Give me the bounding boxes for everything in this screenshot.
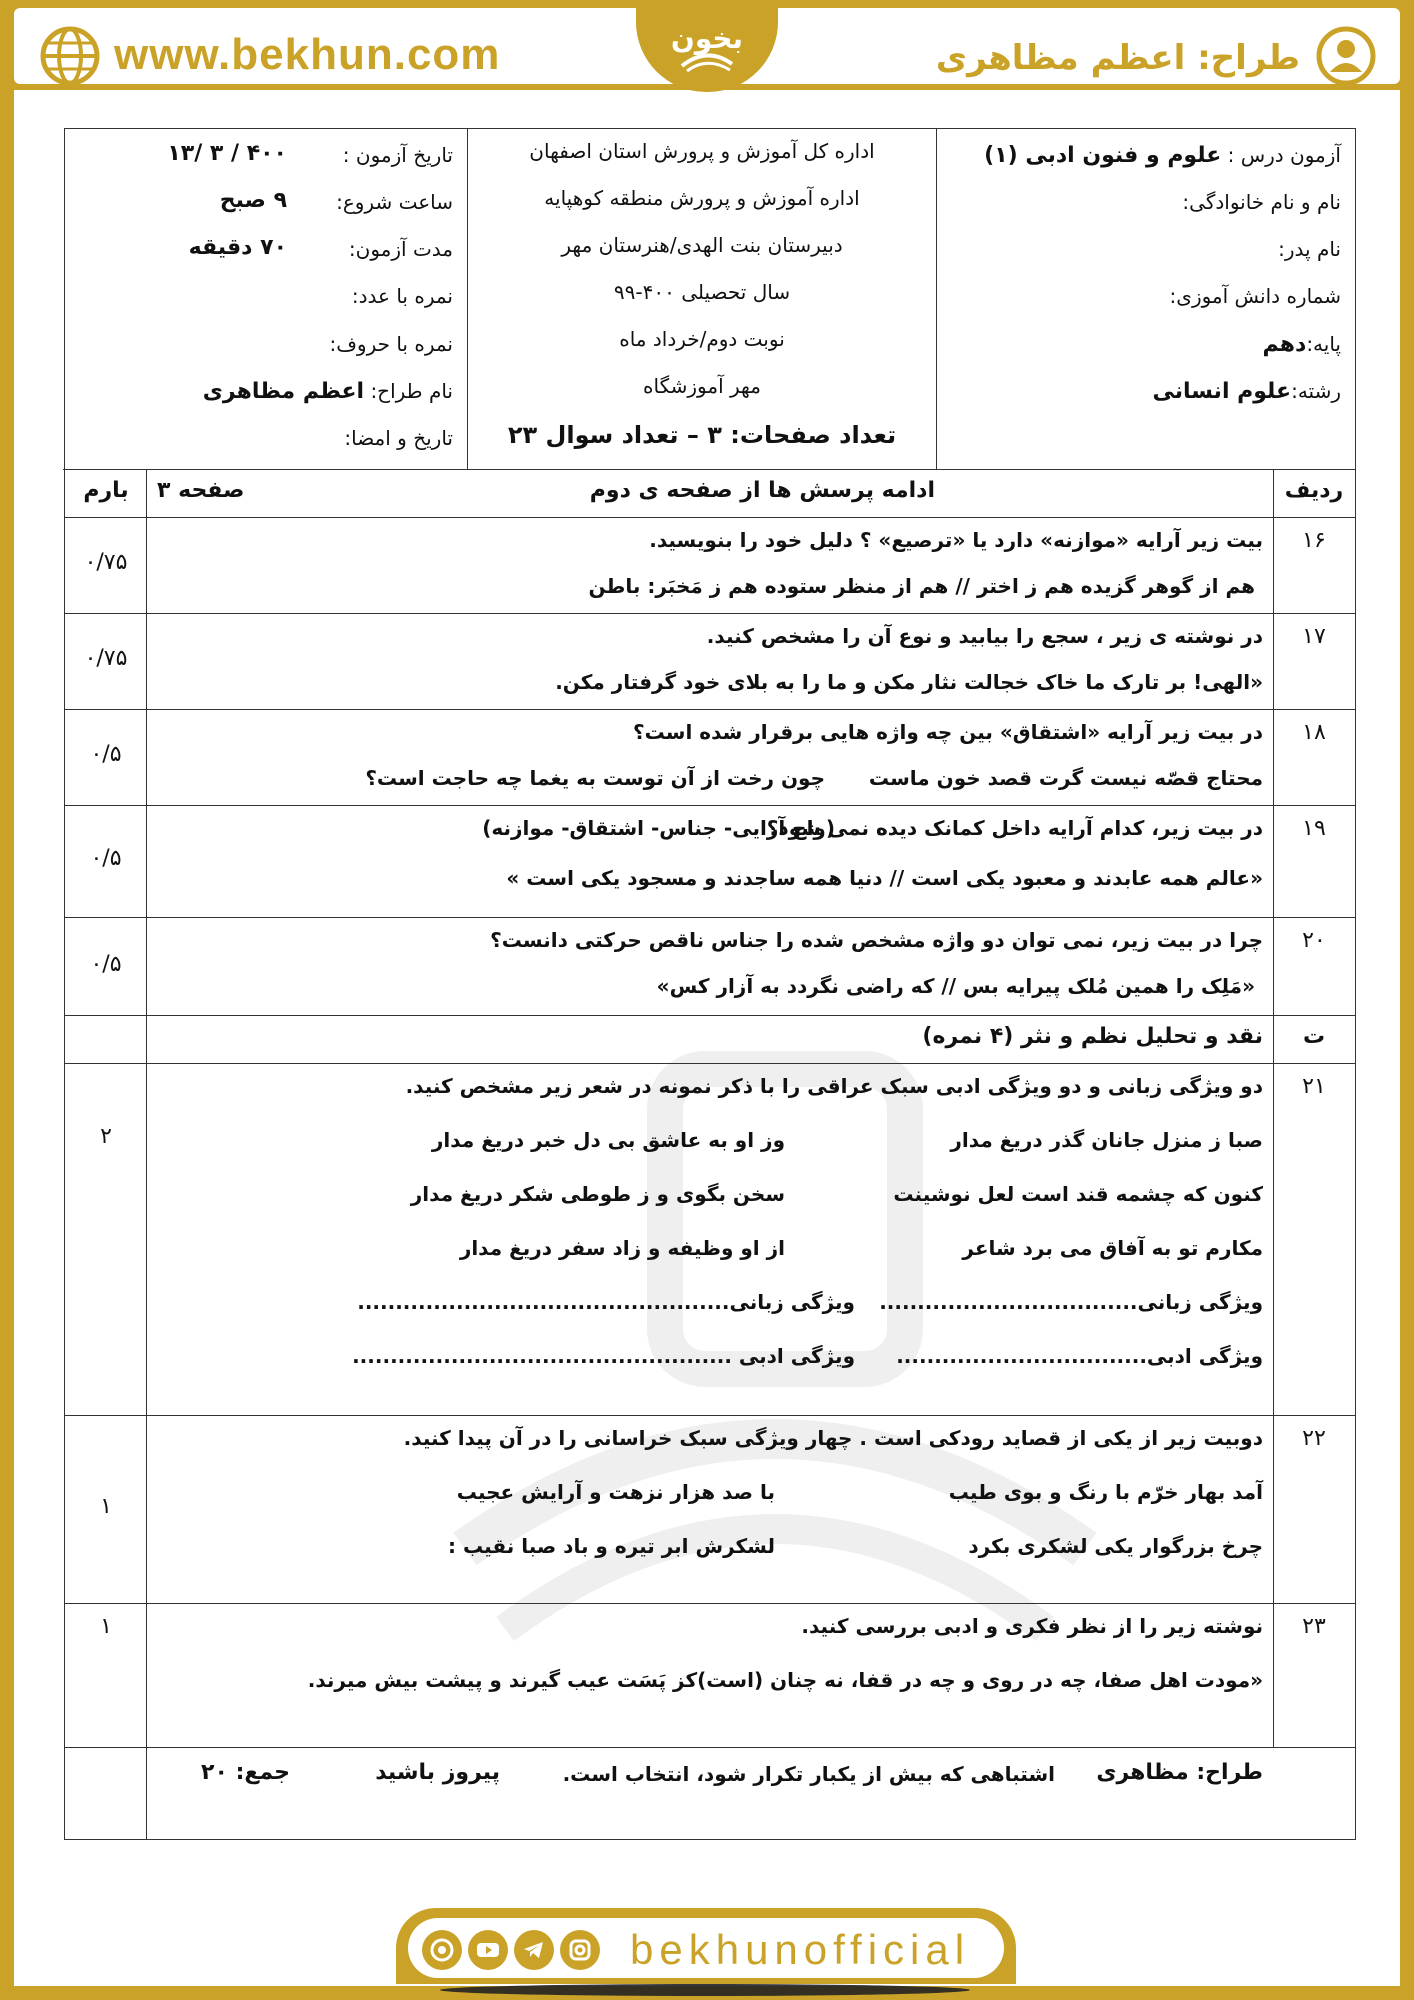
footer-row: طراح: مظاهری اشتباهی که بیش از یکبار تکرار شود، انتخاب است. پیروز باشید جمع: ۲۰ bbox=[65, 1748, 1355, 1840]
exam-sheet bbox=[64, 128, 1356, 1840]
social-handle[interactable]: bekhunofficial bbox=[630, 1926, 971, 1973]
website-link[interactable]: www.bekhun.com bbox=[114, 30, 501, 79]
camera-icon[interactable] bbox=[422, 1930, 462, 1970]
instagram-icon[interactable] bbox=[560, 1930, 600, 1970]
answer-line[interactable]: ویژگی زبانی.................................. bbox=[879, 1290, 1263, 1314]
answer-line[interactable]: ویژگی ادبی................................. bbox=[896, 1344, 1263, 1368]
social-bar bbox=[396, 1908, 1016, 1984]
question-row: ۲۲ ۱ دوبیت زیر از یکی از قصاید رودکی است . چهار ویژگی سبک خراسانی را در آن پیدا کنید. آمد بهار خرّم با رنگ و بوی طیب با صد هزار نزهت و آرایش عجیب چرخ بزرگوار یکی لشکری بکرد لشکرش ابر تیره و باد صبا نقیب : bbox=[65, 1416, 1355, 1604]
score-number-field[interactable]: نمره با عدد: bbox=[351, 284, 453, 308]
answer-line[interactable]: ویژگی ادبی .................................................. bbox=[352, 1344, 855, 1368]
section-header-row: ت نقد و تحلیل نظم و نثر (۴ نمره) bbox=[65, 1016, 1355, 1064]
student-name-field[interactable]: نام و نام خانوادگی: bbox=[1182, 190, 1341, 214]
question-row: ۱۶ ۰/۷۵ بیت زیر آرایه «موازنه» دارد یا «ترصیع» ؟ دلیل خود را بنویسید. هم از گوهر گزیده هم ز اختر // هم از منظر ستوده هم ز مَخبَر: باطن bbox=[65, 518, 1355, 614]
question-row: ۱۸ ۰/۵ در بیت زیر آرایه «اشتقاق» بین چه واژه هایی برقرار شده است؟ محتاج قصّه نیست گرت قصد خون ماست چون رخت از آن توست به یغما چه حاجت است؟ bbox=[65, 710, 1355, 806]
score-word-field[interactable]: نمره با حروف: bbox=[329, 332, 453, 356]
globe-icon bbox=[40, 26, 100, 86]
question-row: ۱۹ ۰/۵ در بیت زیر، کدام آرایه داخل کمانک دیده نمی شود؟ (واج آرایی- جناس- اشتقاق- موازنه) «عالم همه عابدند و معبود یکی است // دنیا همه ساجدند و مسجود یکی است » bbox=[65, 806, 1355, 918]
student-info-block: آزمون درس : علوم و فنون ادبی (۱) نام و نام خانوادگی: نام پدر: شماره دانش آموزی: پایه:دهم رشته:علوم انسانی bbox=[936, 129, 1355, 470]
question-row: ۲۳ ۱ نوشته زیر را از نظر فکری و ادبی بررسی کنید. «مودت اهل صفا، چه در روی و چه در قفا، نه چنان (است)کز پَسَت عیب گیرند و پیشت بیش میرند. bbox=[65, 1604, 1355, 1748]
exam-info-block: تاریخ آزمون : ۴۰۰ / ۳ /۱۳ ساعت شروع: ۹ صبح مدت آزمون: ۷۰ دقیقه نمره با عدد: نمره با حروف: نام طراح: اعظم مظاهری تاریخ و امضا: bbox=[63, 129, 467, 470]
user-icon bbox=[1316, 26, 1376, 86]
banner-shadow bbox=[440, 1984, 970, 1996]
designer-banner: طراح: اعظم مظاهری bbox=[935, 38, 1300, 78]
question-row: ۲۰ ۰/۵ چرا در بیت زیر، نمی توان دو واژه مشخص شده را جناس ناقص حرکتی دانست؟ «مَلِک را همین مُلک پیرایه بس // که راضی نگردد به آزار کس» bbox=[65, 918, 1355, 1016]
table-header-row: ردیف بارم ادامه پرسش ها از صفحه ی دوم صفحه ۳ bbox=[65, 470, 1355, 518]
telegram-icon[interactable] bbox=[514, 1930, 554, 1970]
youtube-icon[interactable] bbox=[468, 1930, 508, 1970]
sign-field[interactable]: تاریخ و امضا: bbox=[344, 426, 453, 450]
student-id-field[interactable]: شماره دانش آموزی: bbox=[1169, 284, 1341, 308]
school-info-block: اداره کل آموزش و پرورش استان اصفهان اداره آموزش و پرورش منطقه کوهپایه دبیرستان بنت الهدی/هنرستان مهر سال تحصیلی ۴۰۰-۹۹ نوبت دوم/خرداد ماه مهر آموزشگاه تعداد صفحات: ۳ – تعداد سوال ۲۳ bbox=[467, 129, 936, 470]
father-name-field[interactable]: نام پدر: bbox=[1278, 237, 1341, 261]
logo-text: بخون bbox=[670, 22, 744, 55]
answer-line[interactable]: ویژگی زبانی................................................. bbox=[357, 1290, 855, 1314]
question-row: ۱۷ ۰/۷۵ در نوشته ی زیر ، سجع را بیابید و نوع آن را مشخص کنید. «الهی! بر تارک ما خاک خجالت نثار مکن و ما را به بلای خود گرفتار مکن. bbox=[65, 614, 1355, 710]
question-row: ۲۱ ۲ دو ویژگی زبانی و دو ویژگی ادبی سبک عراقی را با ذکر نمونه در شعر زیر مشخص کنید. صبا ز منزل جانان گذر دریغ مدار وز او به عاشق بی دل خبر دریغ مدار کنون که چشمه قند است لعل نوشینت سخن بگوی و ز طوطی شکر دریغ مدار مکارم تو به آفاق می برد شاعر از او وظیفه و زاد سفر دریغ مدار ویژگی زبانی.................................. ویژگی زبانی................................................. ویژگی ادبی................................. ویژگی ادبی .................................................. bbox=[65, 1064, 1355, 1416]
